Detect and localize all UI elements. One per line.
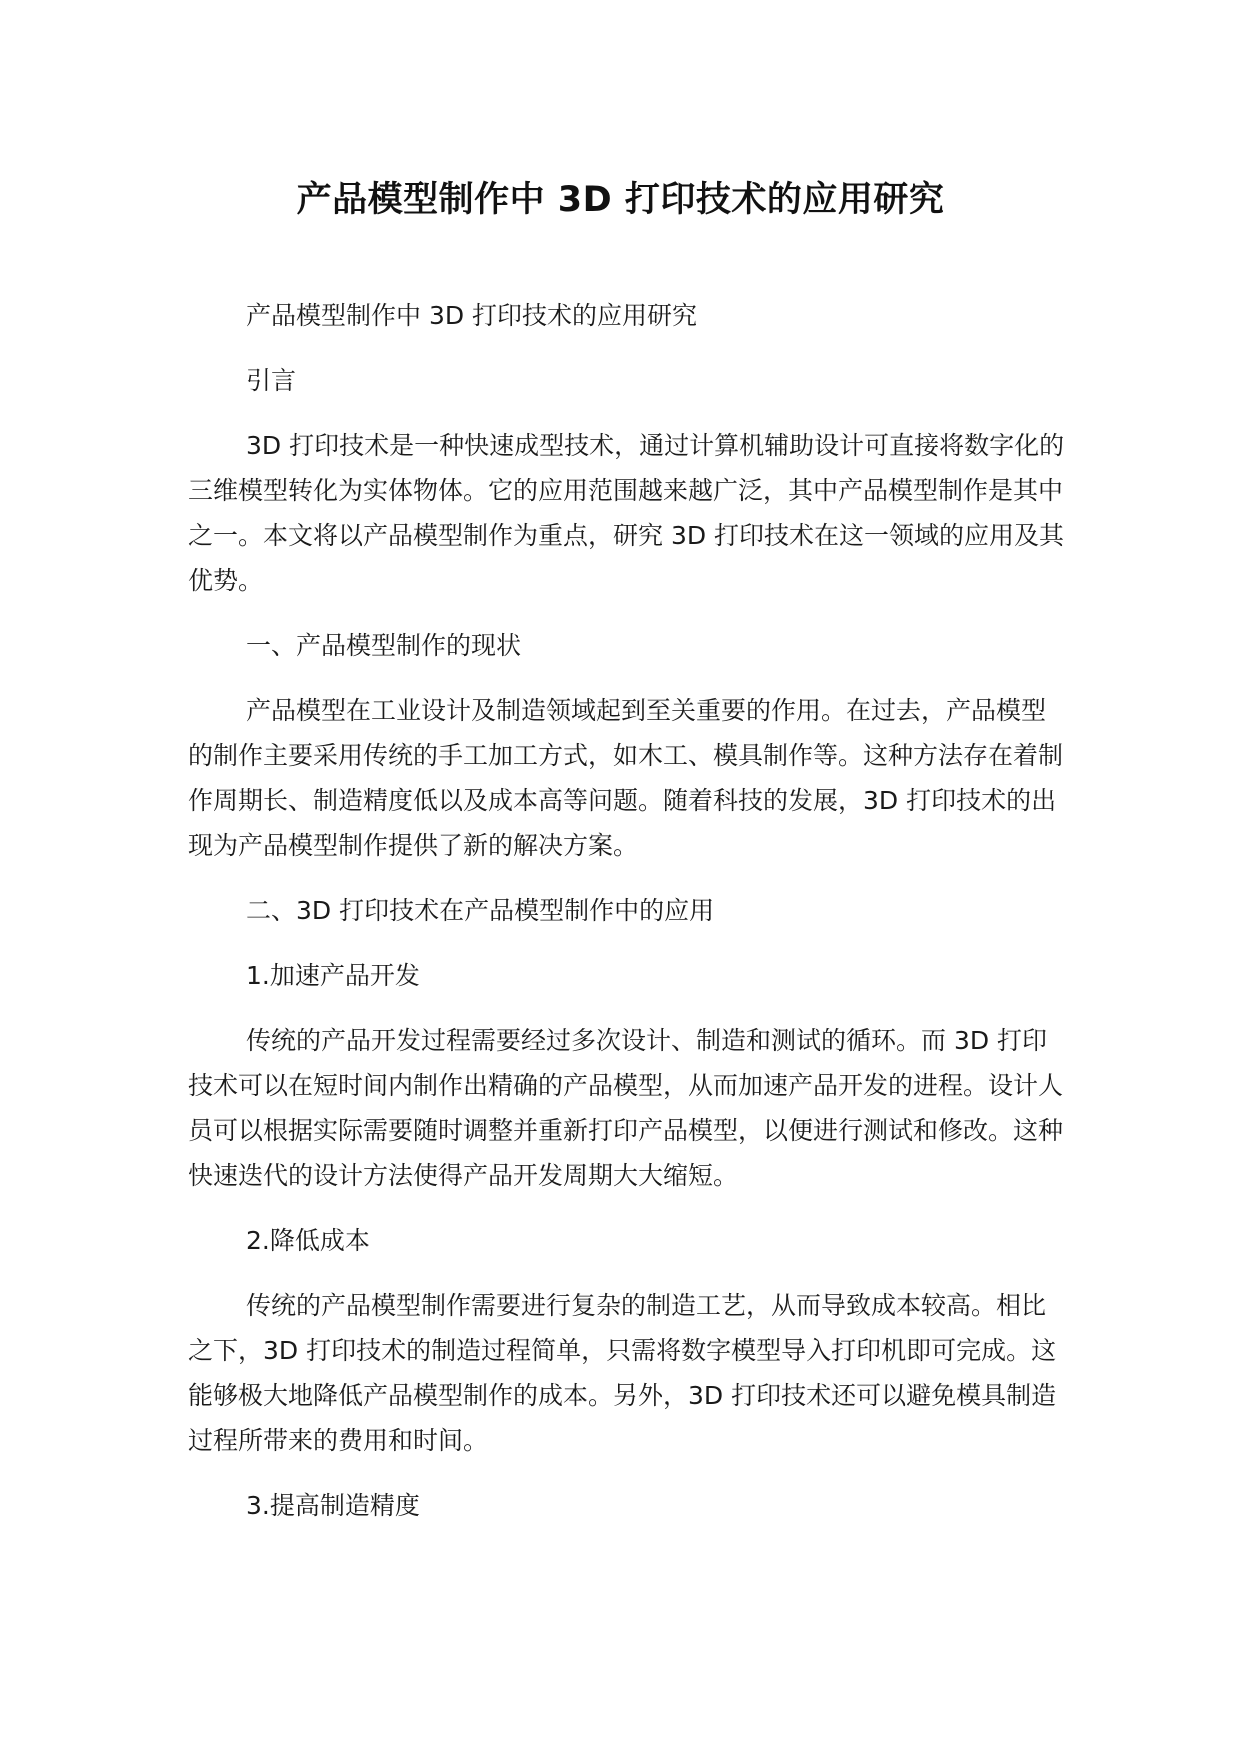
heading-section-1: 一、产品模型制作的现状 — [246, 631, 522, 660]
heading-introduction: 引言 — [246, 366, 297, 395]
heading-subsection-1: 1.加速产品开发 — [246, 961, 420, 990]
document-body — [188, 293, 1068, 1548]
paragraph-subsection-2: 传统的产品模型制作需要进行复杂的制造工艺，从而导致成本较高。相比之下，3D 打印技术的制造过程简单，只需将数字模型导入打印机即可完成。这能够极大地降低产品模型制作的成本。另外，3D 打印技术还可以避免模具制造过程所带来的费用和时间。 — [188, 1291, 1057, 1455]
paragraph-introduction: 3D 打印技术是一种快速成型技术，通过计算机辅助设计可直接将数字化的三维模型转化为实体物体。它的应用范围越来越广泛，其中产品模型制作是其中之一。本文将以产品模型制作为重点，研究 3D 打印技术在这一领域的应用及其优势。 — [188, 431, 1065, 595]
heading-subsection-3: 3.提高制造精度 — [246, 1491, 420, 1520]
document-title: 产品模型制作中 3D 打印技术的应用研究 — [296, 180, 945, 220]
heading-subsection-2: 2.降低成本 — [246, 1226, 370, 1255]
paragraph-section-1: 产品模型在工业设计及制造领域起到至关重要的作用。在过去，产品模型的制作主要采用传统的手工加工方式，如木工、模具制作等。这种方法存在着制作周期长、制造精度低以及成本高等问题。随着科技的发展，3D 打印技术的出现为产品模型制作提供了新的解决方案。 — [188, 696, 1064, 860]
paragraph-subsection-1: 传统的产品开发过程需要经过多次设计、制造和测试的循环。而 3D 打印技术可以在短时间内制作出精确的产品模型，从而加速产品开发的进程。设计人员可以根据实际需要随时调整并重新打印产品模型，以便进行测试和修改。这种快速迭代的设计方法使得产品开发周期大大缩短。 — [188, 1026, 1064, 1190]
paragraph-subtitle: 产品模型制作中 3D 打印技术的应用研究 — [246, 301, 698, 330]
heading-section-2: 二、3D 打印技术在产品模型制作中的应用 — [246, 896, 715, 925]
